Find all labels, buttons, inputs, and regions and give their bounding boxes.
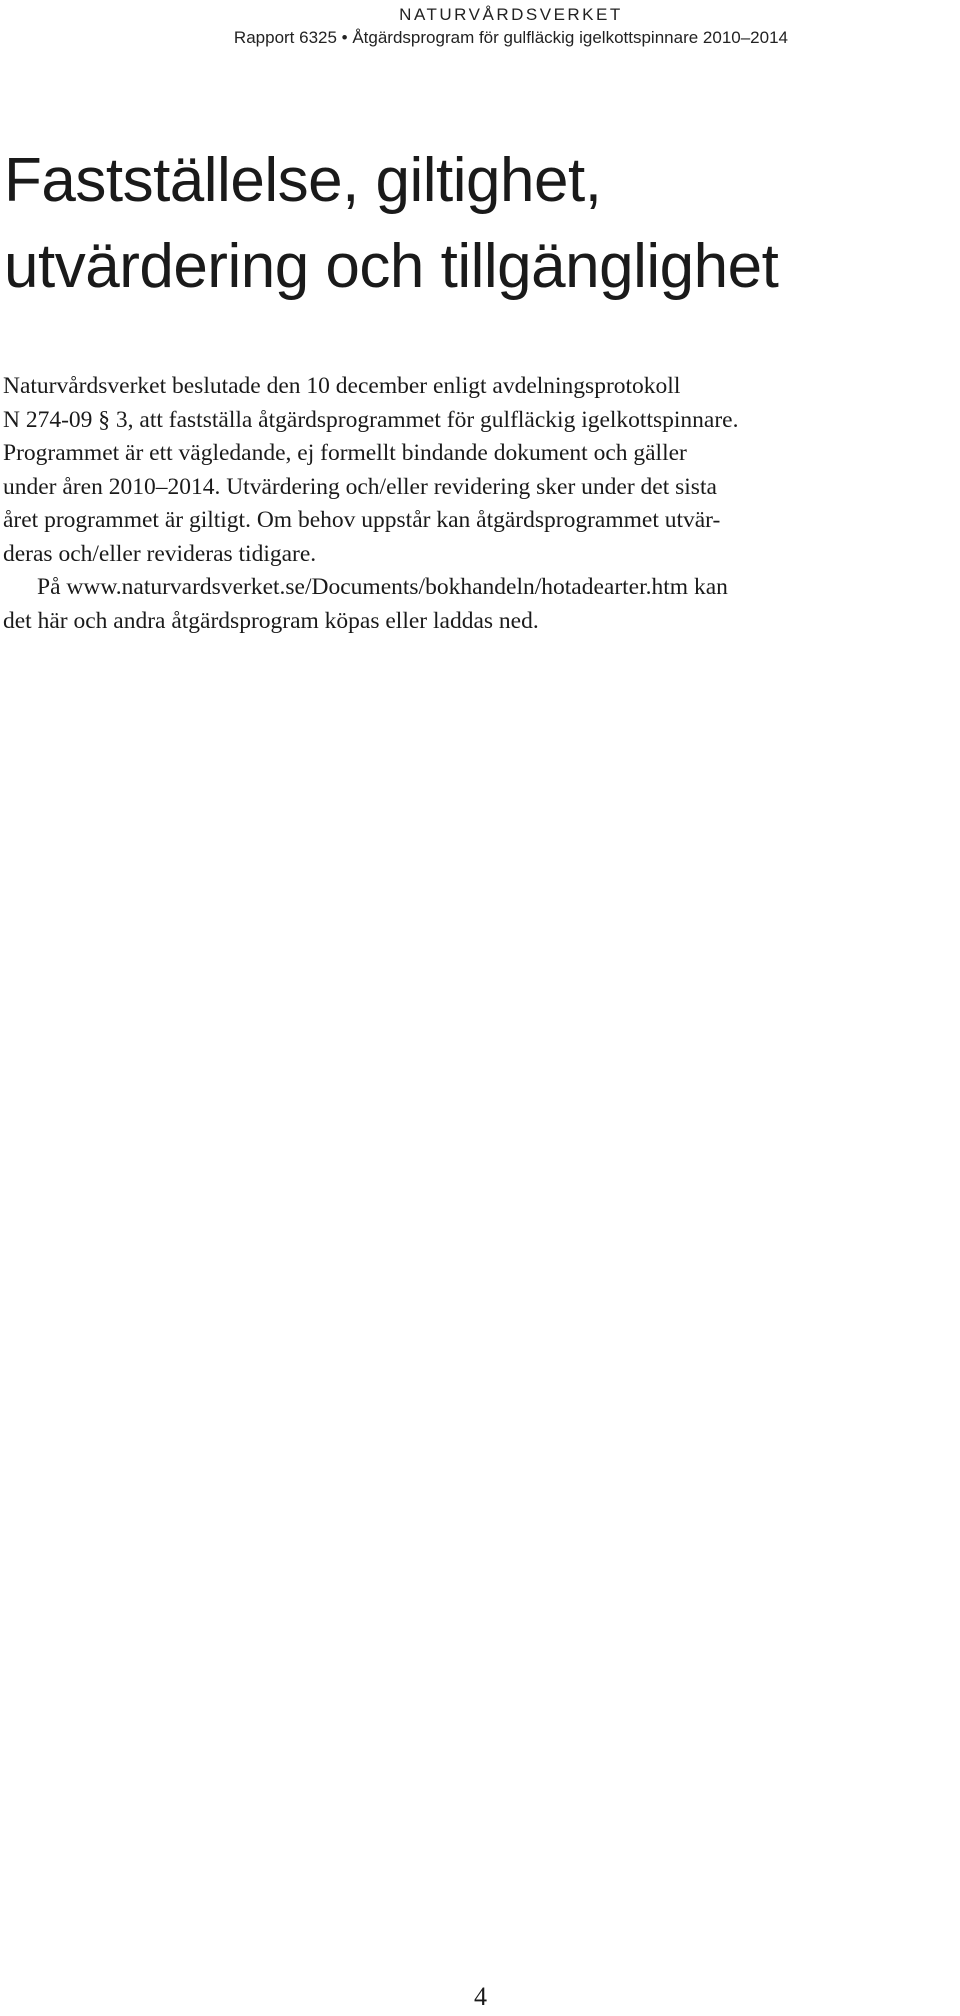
page-title xyxy=(4,138,778,310)
text-line: deras och/eller revideras tidigare. xyxy=(3,540,317,567)
paragraph-availability xyxy=(3,571,960,638)
text-line: På www.naturvardsverket.se/Documents/bokhandeln/hotadearter.htm kan xyxy=(37,574,728,600)
title-line-1: Fastställelse, giltighet, xyxy=(4,146,602,215)
page-number: 4 xyxy=(474,1982,487,2011)
text-line: N 274-09 § 3, att fastställa åtgärdsprogrammet för gulfläckig igelkottspinnare. xyxy=(3,406,739,433)
paragraph-decision xyxy=(3,370,960,571)
running-header xyxy=(234,4,788,50)
text-line: Naturvårdsverket beslutade den 10 december enligt avdelningsprotokoll xyxy=(3,373,681,399)
text-line: under åren 2010–2014. Utvärdering och/eller revidering sker under det sista xyxy=(3,473,717,500)
text-line: året programmet är giltigt. Om behov uppstår kan åtgärdsprogrammet utvär- xyxy=(3,507,721,533)
text-line: Programmet är ett vägledande, ej formellt bindande dokument och gäller xyxy=(3,440,687,466)
text-line: det här och andra åtgärdsprogram köpas eller laddas ned. xyxy=(3,607,539,634)
organization-name: NATURVÅRDSVERKET xyxy=(399,5,623,24)
report-reference: Rapport 6325 • Åtgärdsprogram för gulfläckig igelkottspinnare 2010–2014 xyxy=(233,28,788,47)
title-line-2: utvärdering och tillgänglighet xyxy=(4,232,779,301)
body-text xyxy=(3,370,960,638)
